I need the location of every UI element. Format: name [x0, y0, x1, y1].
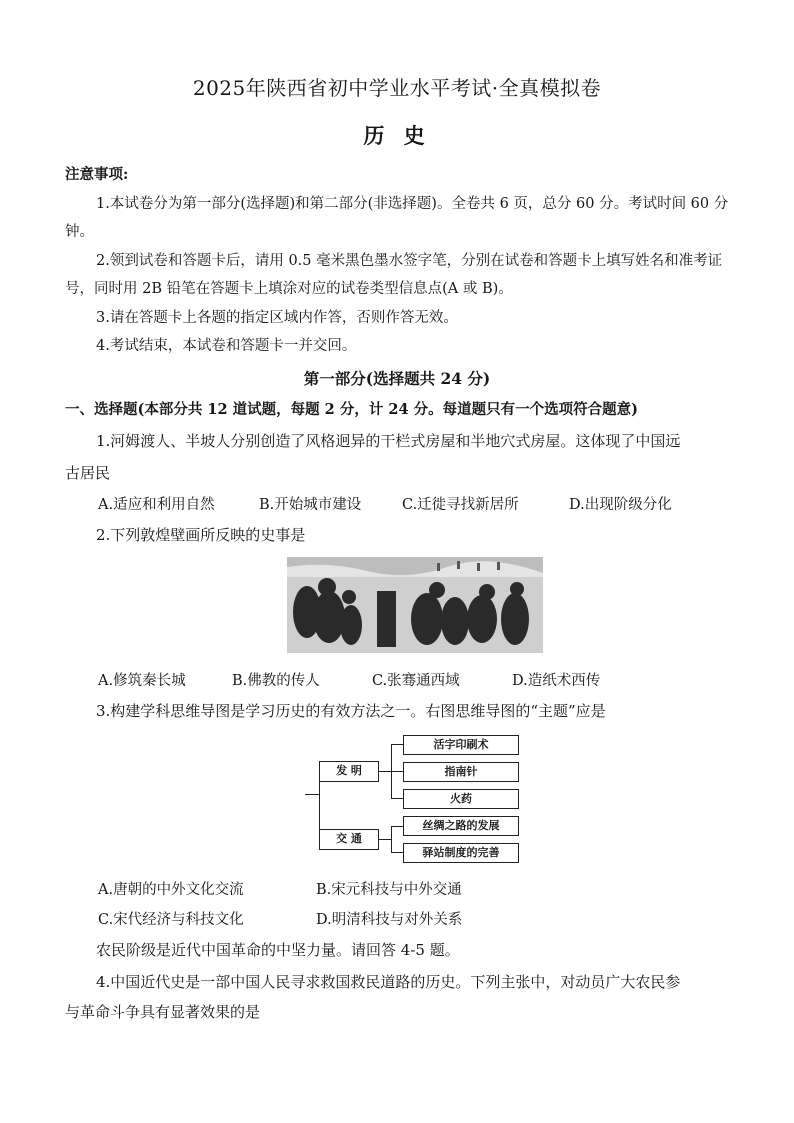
q1-option-b: B.开始城市建设: [259, 497, 362, 513]
leaf-gunpowder: 火药: [403, 789, 519, 809]
q2-option-d: D.造纸术西传: [512, 673, 601, 689]
group-4-5-intro: 农民阶级是近代中国革命的中坚力量。请回答 4-5 题。: [96, 941, 460, 959]
q1-stem-line-2: 古居民: [65, 464, 111, 482]
leaf-post-station: 驿站制度的完善: [403, 843, 519, 863]
q2-option-b: B.佛教的传人: [232, 673, 320, 689]
q3-option-a: A.唐朝的中外文化交流: [98, 882, 244, 898]
q1-stem-line-1: 1.河姆渡人、半坡人分别创造了风格迥异的干栏式房屋和半地穴式房屋。这体现了中国远: [96, 432, 681, 450]
notes-heading: 注意事项:: [65, 166, 129, 183]
note-2-line-1: 2.领到试卷和答题卡后，请用 0.5 毫米黑色墨水签字笔，分别在试卷和答题卡上填写姓名和准考证: [96, 253, 723, 269]
connector-line: [391, 826, 403, 827]
q1-option-c: C.迁徙寻找新居所: [402, 497, 519, 513]
branch-transport: 交 通: [319, 829, 379, 850]
section-1-heading: 一、选择题(本部分共 12 道试题，每题 2 分，计 24 分。每道题只有一个选项符合题意): [65, 401, 638, 418]
mind-map-diagram: [305, 729, 535, 867]
q2-option-a: A.修筑秦长城: [98, 673, 186, 689]
note-4: 4.考试结束，本试卷和答题卡一并交回。: [96, 338, 357, 354]
connector-line: [391, 852, 403, 853]
q2-option-c: C.张骞通西域: [372, 673, 460, 689]
connector-line: [391, 744, 392, 798]
note-1-line-1: 1.本试卷分为第一部分(选择题)和第二部分(非选择题)。全卷共 6 页，总分 60 分。考试时间 60 分: [96, 196, 729, 212]
exam-title: 2025年陕西省初中学业水平考试·全真模拟卷: [192, 76, 602, 100]
connector-line: [379, 839, 391, 840]
q3-option-c: C.宋代经济与科技文化: [98, 912, 244, 928]
subject-title: 历 史: [363, 123, 431, 148]
q1-option-d: D.出现阶级分化: [569, 497, 672, 513]
leaf-compass: 指南针: [403, 762, 519, 782]
part1-heading: 第一部分(选择题共 24 分): [303, 369, 491, 388]
branch-invention: 发 明: [319, 761, 379, 782]
q3-stem: 3.构建学科思维导图是学习历史的有效方法之一。右图思维导图的“主题”应是: [96, 702, 606, 720]
q4-stem-line-1: 4.中国近代史是一部中国人民寻求救国救民道路的历史。下列主张中，对动员广大农民参: [96, 973, 681, 991]
connector-line: [305, 794, 319, 795]
q4-stem-line-2: 与革命斗争具有显著效果的是: [65, 1003, 261, 1021]
dunhuang-mural-image: [287, 557, 543, 653]
q3-option-d: D.明清科技与对外关系: [316, 912, 463, 928]
q2-stem: 2.下列敦煌壁画所反映的史事是: [96, 526, 306, 544]
q3-option-b: B.宋元科技与中外交通: [316, 882, 462, 898]
q1-option-a: A.适应和利用自然: [98, 497, 215, 513]
leaf-movable-type: 活字印刷术: [403, 735, 519, 755]
mural-picture: [287, 557, 543, 653]
leaf-silk-road: 丝绸之路的发展: [403, 816, 519, 836]
note-3: 3.请在答题卡上各题的指定区域内作答，否则作答无效。: [96, 310, 458, 326]
note-1-line-2: 钟。: [65, 224, 94, 240]
note-2-line-2: 号，同时用 2B 铅笔在答题卡上填涂对应的试卷类型信息点(A 或 B)。: [65, 281, 513, 297]
connector-line: [391, 826, 392, 853]
connector-line: [391, 798, 403, 799]
connector-line: [391, 744, 403, 745]
